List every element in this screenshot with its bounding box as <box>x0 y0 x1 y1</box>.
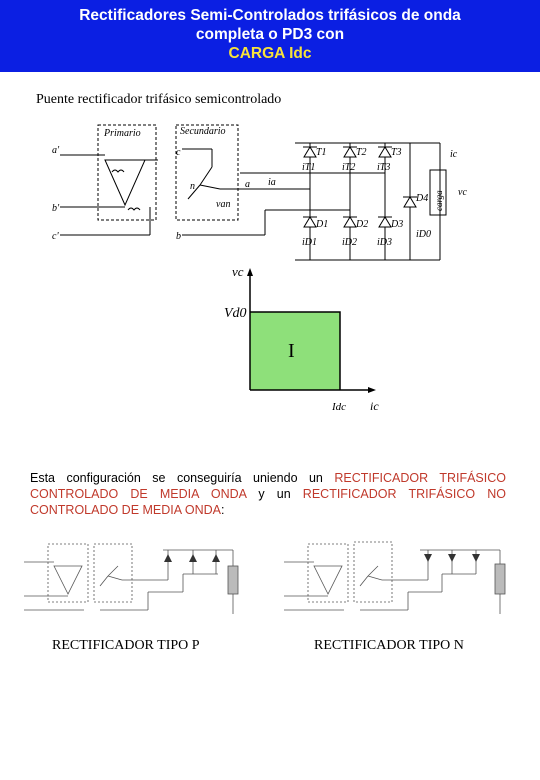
label-ia: ia <box>268 177 276 188</box>
title-line-2: completa o PD3 con <box>195 26 345 43</box>
title-line-3: CARGA Idc <box>228 45 312 62</box>
thyristor-t1 <box>304 147 316 157</box>
label-id0: iD0 <box>416 229 431 240</box>
label-d2: D2 <box>356 219 369 230</box>
label-id2: iD2 <box>342 237 357 248</box>
quadrant-label: I <box>288 340 295 362</box>
diode-d2 <box>344 217 356 227</box>
node-n: n <box>190 181 195 192</box>
node-c: c <box>176 147 181 158</box>
label-id1: iD1 <box>302 237 317 248</box>
primary-label: Primario <box>104 128 141 139</box>
primary-box <box>98 125 156 220</box>
label-d4: D4 <box>416 193 429 204</box>
caption-type-p: RECTIFICADOR TIPO P <box>52 638 200 653</box>
label-t2: T2 <box>356 147 367 158</box>
label-it2: iT2 <box>342 162 356 173</box>
label-t1: T1 <box>316 147 327 158</box>
vi-y-tick: Vd0 <box>224 306 247 321</box>
thyristor-t2 <box>344 147 356 157</box>
label-it1: iT1 <box>302 162 316 173</box>
thyristor-t3 <box>379 147 391 157</box>
desc-text-3: : <box>221 503 225 517</box>
quadrant-area <box>250 312 340 390</box>
semicontrolled-bridge-circuit <box>40 115 480 265</box>
title-line-1: Rectificadores Semi-Controlados trifásicos de onda <box>79 7 461 24</box>
vi-x-tick: Idc <box>332 401 347 413</box>
diode-d4 <box>404 197 416 207</box>
vi-y-label: vc <box>232 264 244 279</box>
label-load: carga <box>434 190 444 211</box>
primary-delta <box>105 160 145 205</box>
node-c1: c' <box>52 231 59 242</box>
vi-x-label: ic <box>370 399 379 413</box>
label-ic: ic <box>450 149 458 160</box>
vc-ic-characteristic <box>220 262 400 417</box>
rectifier-type-n-circuit <box>280 536 520 618</box>
node-b1: b' <box>52 203 60 214</box>
node-b: b <box>176 231 181 242</box>
desc-text-2: y un <box>246 487 303 501</box>
label-d3: D3 <box>391 219 404 230</box>
subtitle: Puente rectificador trifásico semicontrolado <box>36 92 282 107</box>
caption-type-n: RECTIFICADOR TIPO N <box>314 638 464 653</box>
diode-d3 <box>379 217 391 227</box>
label-van: van <box>216 199 231 210</box>
node-a1: a' <box>52 145 60 156</box>
title-banner <box>0 0 540 72</box>
rectifier-type-p-circuit <box>18 536 258 618</box>
label-vc: vc <box>458 187 467 198</box>
diode-d1 <box>304 217 316 227</box>
label-id3: iD3 <box>377 237 392 248</box>
node-a: a <box>245 179 250 190</box>
description-paragraph <box>30 470 506 518</box>
label-d1: D1 <box>316 219 329 230</box>
secondary-label: Secundario <box>180 126 226 137</box>
label-t3: T3 <box>391 147 402 158</box>
desc-red-1: RECTIFICADOR TRIFÁSICO CONTROLADO DE MEDIA ONDA <box>30 471 506 501</box>
label-it3: iT3 <box>377 162 391 173</box>
desc-text-1: Esta configuración se conseguiría uniendo un <box>30 471 335 485</box>
desc-red-2: RECTIFICADOR TRIFÁSICO NO CONTROLADO DE MEDIA ONDA <box>30 487 506 517</box>
